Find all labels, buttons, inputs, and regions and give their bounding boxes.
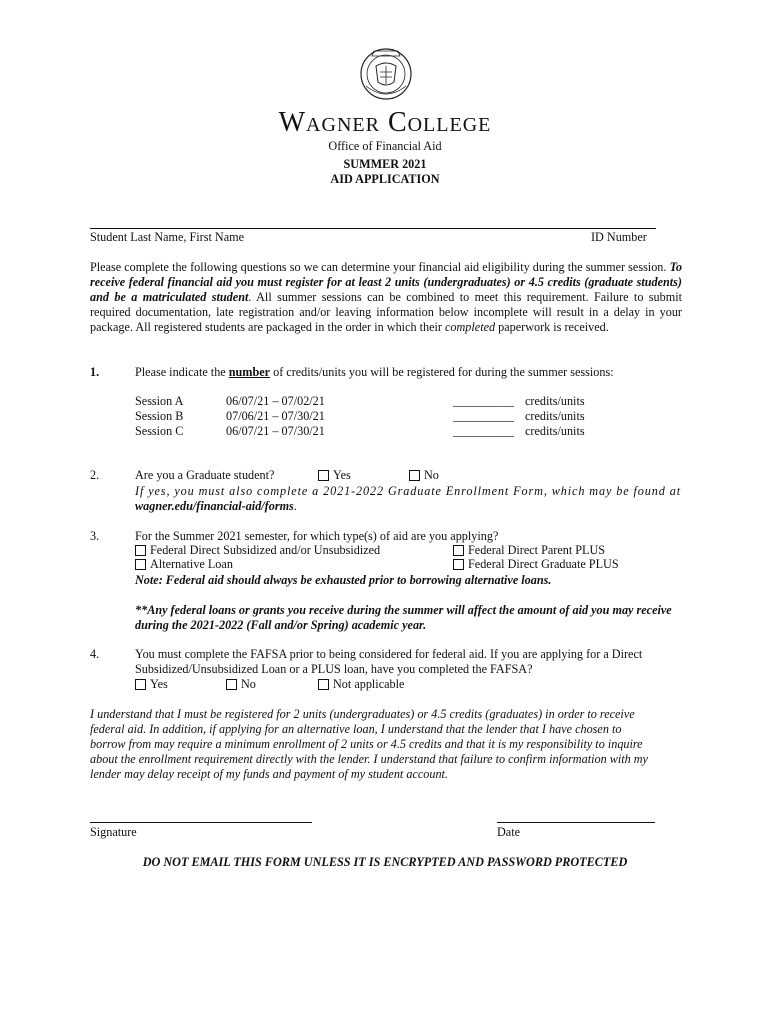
session-b-unit: credits/units	[525, 409, 585, 423]
q4-line1: You must complete the FAFSA prior to being considered for federal aid. If you are applying for a Direct	[135, 647, 643, 661]
signature-label: Signature	[90, 825, 137, 839]
option-graduate-plus[interactable]: Federal Direct Graduate PLUS	[453, 557, 619, 572]
q2-question: Are you a Graduate student?	[135, 468, 275, 482]
checkbox-icon[interactable]	[135, 679, 146, 690]
session-b-credits-input[interactable]: __________	[453, 409, 514, 423]
checkbox-icon[interactable]	[226, 679, 237, 690]
q4-yes-option[interactable]: Yes	[135, 677, 168, 692]
q3-question: For the Summer 2021 semester, for which type(s) of aid are you applying?	[135, 529, 499, 543]
session-c-credits-input[interactable]: __________	[453, 424, 514, 438]
intro-emphasis: To receive federal financial aid you must register for at least 2 units (undergraduates) or 4.5 credits (graduate students) and be a matriculated student	[90, 260, 682, 304]
option-parent-plus[interactable]: Federal Direct Parent PLUS	[453, 543, 605, 558]
session-c-name: Session C	[135, 424, 184, 438]
email-warning: DO NOT EMAIL THIS FORM UNLESS IT IS ENCRYPTED AND PASSWORD PROTECTED	[142, 855, 628, 869]
checkbox-icon[interactable]	[135, 545, 146, 556]
q3-number: 3.	[90, 529, 100, 543]
option-direct-subsidized[interactable]: Federal Direct Subsidized and/or Unsubsidized	[135, 543, 380, 558]
session-a-dates: 06/07/21 – 07/02/21	[226, 394, 325, 408]
q2-no-option[interactable]: No	[409, 468, 439, 483]
term-title: SUMMER 2021	[343, 157, 427, 171]
q3-note: Note: Federal aid should always be exhausted prior to borrowing alternative loans.	[135, 573, 552, 587]
date-line[interactable]	[497, 822, 655, 823]
checkbox-icon[interactable]	[453, 545, 464, 556]
signature-line[interactable]	[90, 822, 312, 823]
option-alternative-loan[interactable]: Alternative Loan	[135, 557, 233, 572]
student-name-line[interactable]	[90, 228, 656, 229]
student-name-label: Student Last Name, First Name	[90, 230, 245, 244]
q4-no-option[interactable]: No	[226, 677, 256, 692]
date-label: Date	[497, 825, 521, 839]
session-c-unit: credits/units	[525, 424, 585, 438]
q2-yes-option[interactable]: Yes	[318, 468, 351, 483]
forms-link[interactable]: wagner.edu/financial-aid/forms	[135, 499, 294, 513]
college-crest-logo	[358, 46, 414, 102]
q2-number: 2.	[90, 468, 100, 482]
q1-text: Please indicate the number of credits/units you will be registered for during the summer sessions:	[135, 365, 614, 379]
q1-number: 1.	[90, 365, 100, 379]
session-a-unit: credits/units	[525, 394, 585, 408]
office-name: Office of Financial Aid	[328, 139, 442, 153]
q4-line2: Subsidized/Unsubsidized Loan or a PLUS loan, have you completed the FAFSA?	[135, 662, 533, 676]
id-number-label: ID Number	[591, 230, 647, 244]
q2-note: If yes, you must also complete a 2021-2022 Graduate Enrollment Form, which may be found at	[135, 484, 681, 498]
q3-warning-line1: **Any federal loans or grants you receive during the summer will affect the amount of aid you may receive	[135, 603, 672, 617]
checkbox-icon[interactable]	[318, 470, 329, 481]
session-b-name: Session B	[135, 409, 184, 423]
intro-paragraph: Please complete the following questions so we can determine your financial aid eligibility during the summer session. To receive federal financial aid you must register for at least 2 units (undergraduates) or 4.5 credits (graduate students) and be a matriculated student. All summer sessions can be combined to meet this requirement. Failure to submit required documentation, late registration and/or leaving information below incomplete will result in a delay in your package. All registered students are packaged in the order in which their completed paperwork is received.	[90, 260, 682, 334]
q4-number: 4.	[90, 647, 100, 661]
session-c-dates: 06/07/21 – 07/30/21	[226, 424, 325, 438]
q2-url-line: wagner.edu/financial-aid/forms.	[135, 499, 297, 513]
agreement-paragraph: I understand that I must be registered for 2 units (undergraduates) or 4.5 credits (graduates) in order to receive federal aid. In addition, if applying for an alternative loan, I understand that the lender that I have chosen to borrow from may require a minimum enrollment of 2 units or 4.5 credits and that it is my responsibility to inquire about the enrollment requirement directly with the lender. I understand that failure to confirm information with my lender may delay receipt of my funds and payment of my student account.	[90, 707, 648, 781]
q4-not-applicable-option[interactable]: Not applicable	[318, 677, 404, 692]
checkbox-icon[interactable]	[135, 559, 146, 570]
college-name: Wagner College	[278, 107, 492, 138]
checkbox-icon[interactable]	[409, 470, 420, 481]
session-a-name: Session A	[135, 394, 184, 408]
session-b-dates: 07/06/21 – 07/30/21	[226, 409, 325, 423]
checkbox-icon[interactable]	[318, 679, 329, 690]
session-a-credits-input[interactable]: __________	[453, 394, 514, 408]
q3-warning-line2: during the 2021-2022 (Fall and/or Spring) academic year.	[135, 618, 427, 632]
form-title: AID APPLICATION	[330, 172, 440, 186]
checkbox-icon[interactable]	[453, 559, 464, 570]
